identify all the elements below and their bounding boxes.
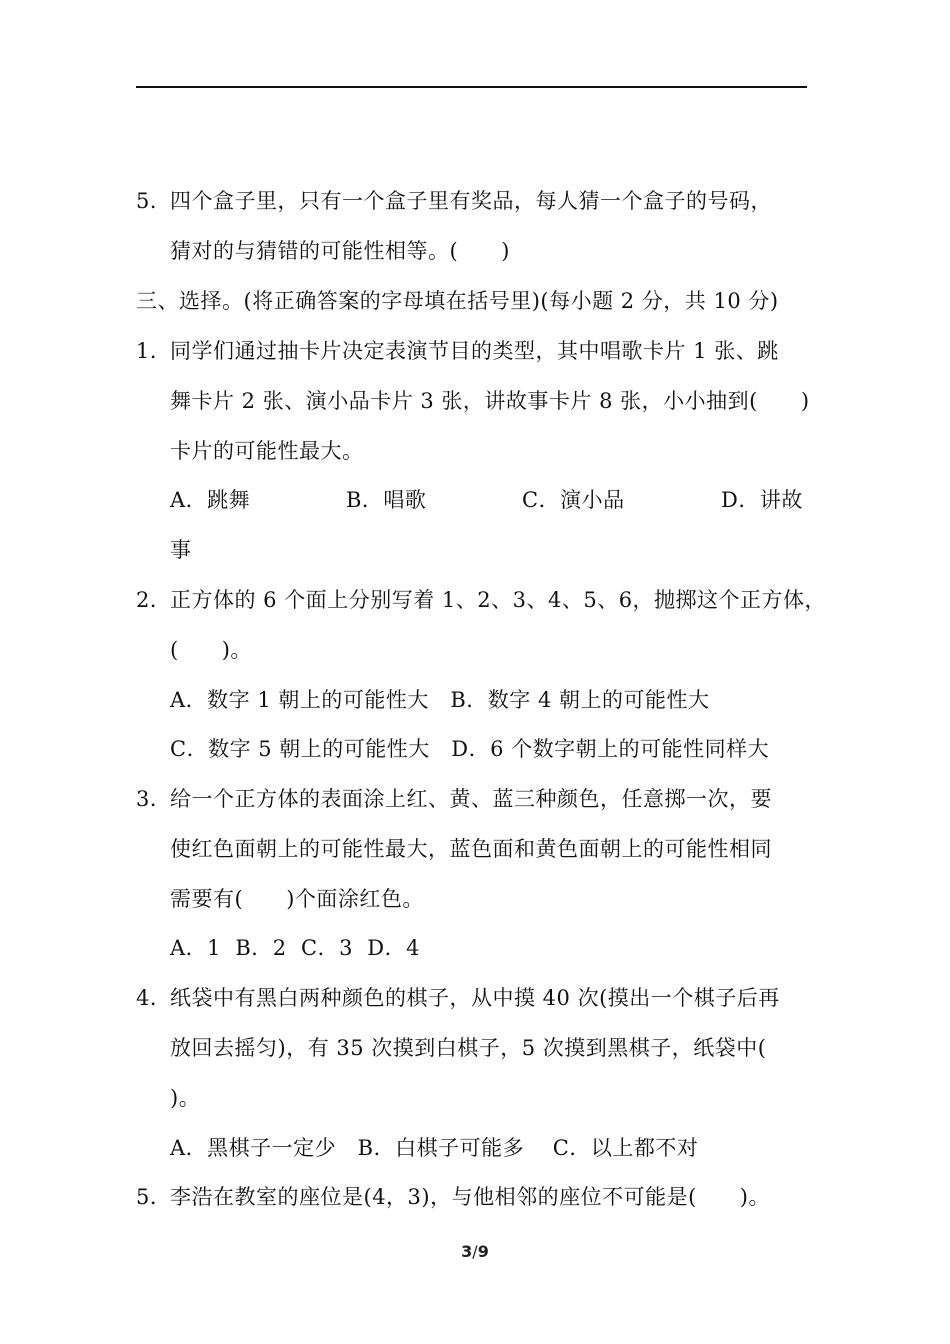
question-number: 4． [136,986,172,1010]
question-text: )。 [170,1086,201,1110]
options-row: A．1 B．2 C．3 D．4 [170,936,420,960]
page-separator: / [472,1242,478,1261]
question-text: 给一个正方体的表面涂上红、黄、蓝三种颜色，任意掷一次，要 [170,787,772,811]
question-number: 5． [136,189,172,213]
question-number: 1． [136,339,172,363]
question-text: ( )。 [170,638,252,662]
current-page: 3 [461,1242,473,1261]
question-number: 5． [136,1185,172,1209]
question-text: 同学们通过抽卡片决定表演节目的类型，其中唱歌卡片 1 张、跳 [170,339,779,363]
option-d: D．讲故 [721,488,803,512]
question-text: 纸袋中有黑白两种颜色的棋子，从中摸 40 次(摸出一个棋子后再 [170,986,780,1010]
options-row: C．数字 5 朝上的可能性大 D．6 个数字朝上的可能性同样大 [170,737,770,761]
section-heading: 三、选择。(将正确答案的字母填在括号里)(每小题 2 分，共 10 分) [136,289,779,313]
question-text: 李浩在教室的座位是(4，3)，与他相邻的座位不可能是( )。 [170,1185,770,1209]
question-text: 需要有( )个面涂红色。 [170,887,424,911]
header-rule [136,86,807,88]
options-row: A．数字 1 朝上的可能性大 B．数字 4 朝上的可能性大 [170,688,710,712]
question-text: 正方体的 6 个面上分别写着 1、2、3、4、5、6，抛掷这个正方体， [170,588,827,612]
question-text: 舞卡片 2 张、演小品卡片 3 张，讲故事卡片 8 张，小小抽到( ) [170,389,810,413]
question-text: 放回去摇匀)，有 35 次摸到白棋子，5 次摸到黑棋子，纸袋中( [170,1036,767,1060]
question-number: 3． [136,787,172,811]
question-text: 卡片的可能性最大。 [170,439,364,463]
question-text: 猜对的与猜错的可能性相等。( ) [170,239,510,263]
question-number: 2． [136,588,172,612]
page-number [0,1242,950,1261]
question-text: 四个盒子里，只有一个盒子里有奖品，每人猜一个盒子的号码， [170,189,772,213]
total-pages: 9 [477,1242,489,1261]
question-text: 使红色面朝上的可能性最大，蓝色面和黄色面朝上的可能性相同 [170,837,772,861]
option-a: A．跳舞 [170,488,251,512]
options-row: A．黑棋子一定少 B．白棋子可能多 C．以上都不对 [170,1136,699,1160]
option-b: B．唱歌 [346,488,427,512]
option-c: C．演小品 [522,488,625,512]
option-d-wrap: 事 [170,538,192,562]
